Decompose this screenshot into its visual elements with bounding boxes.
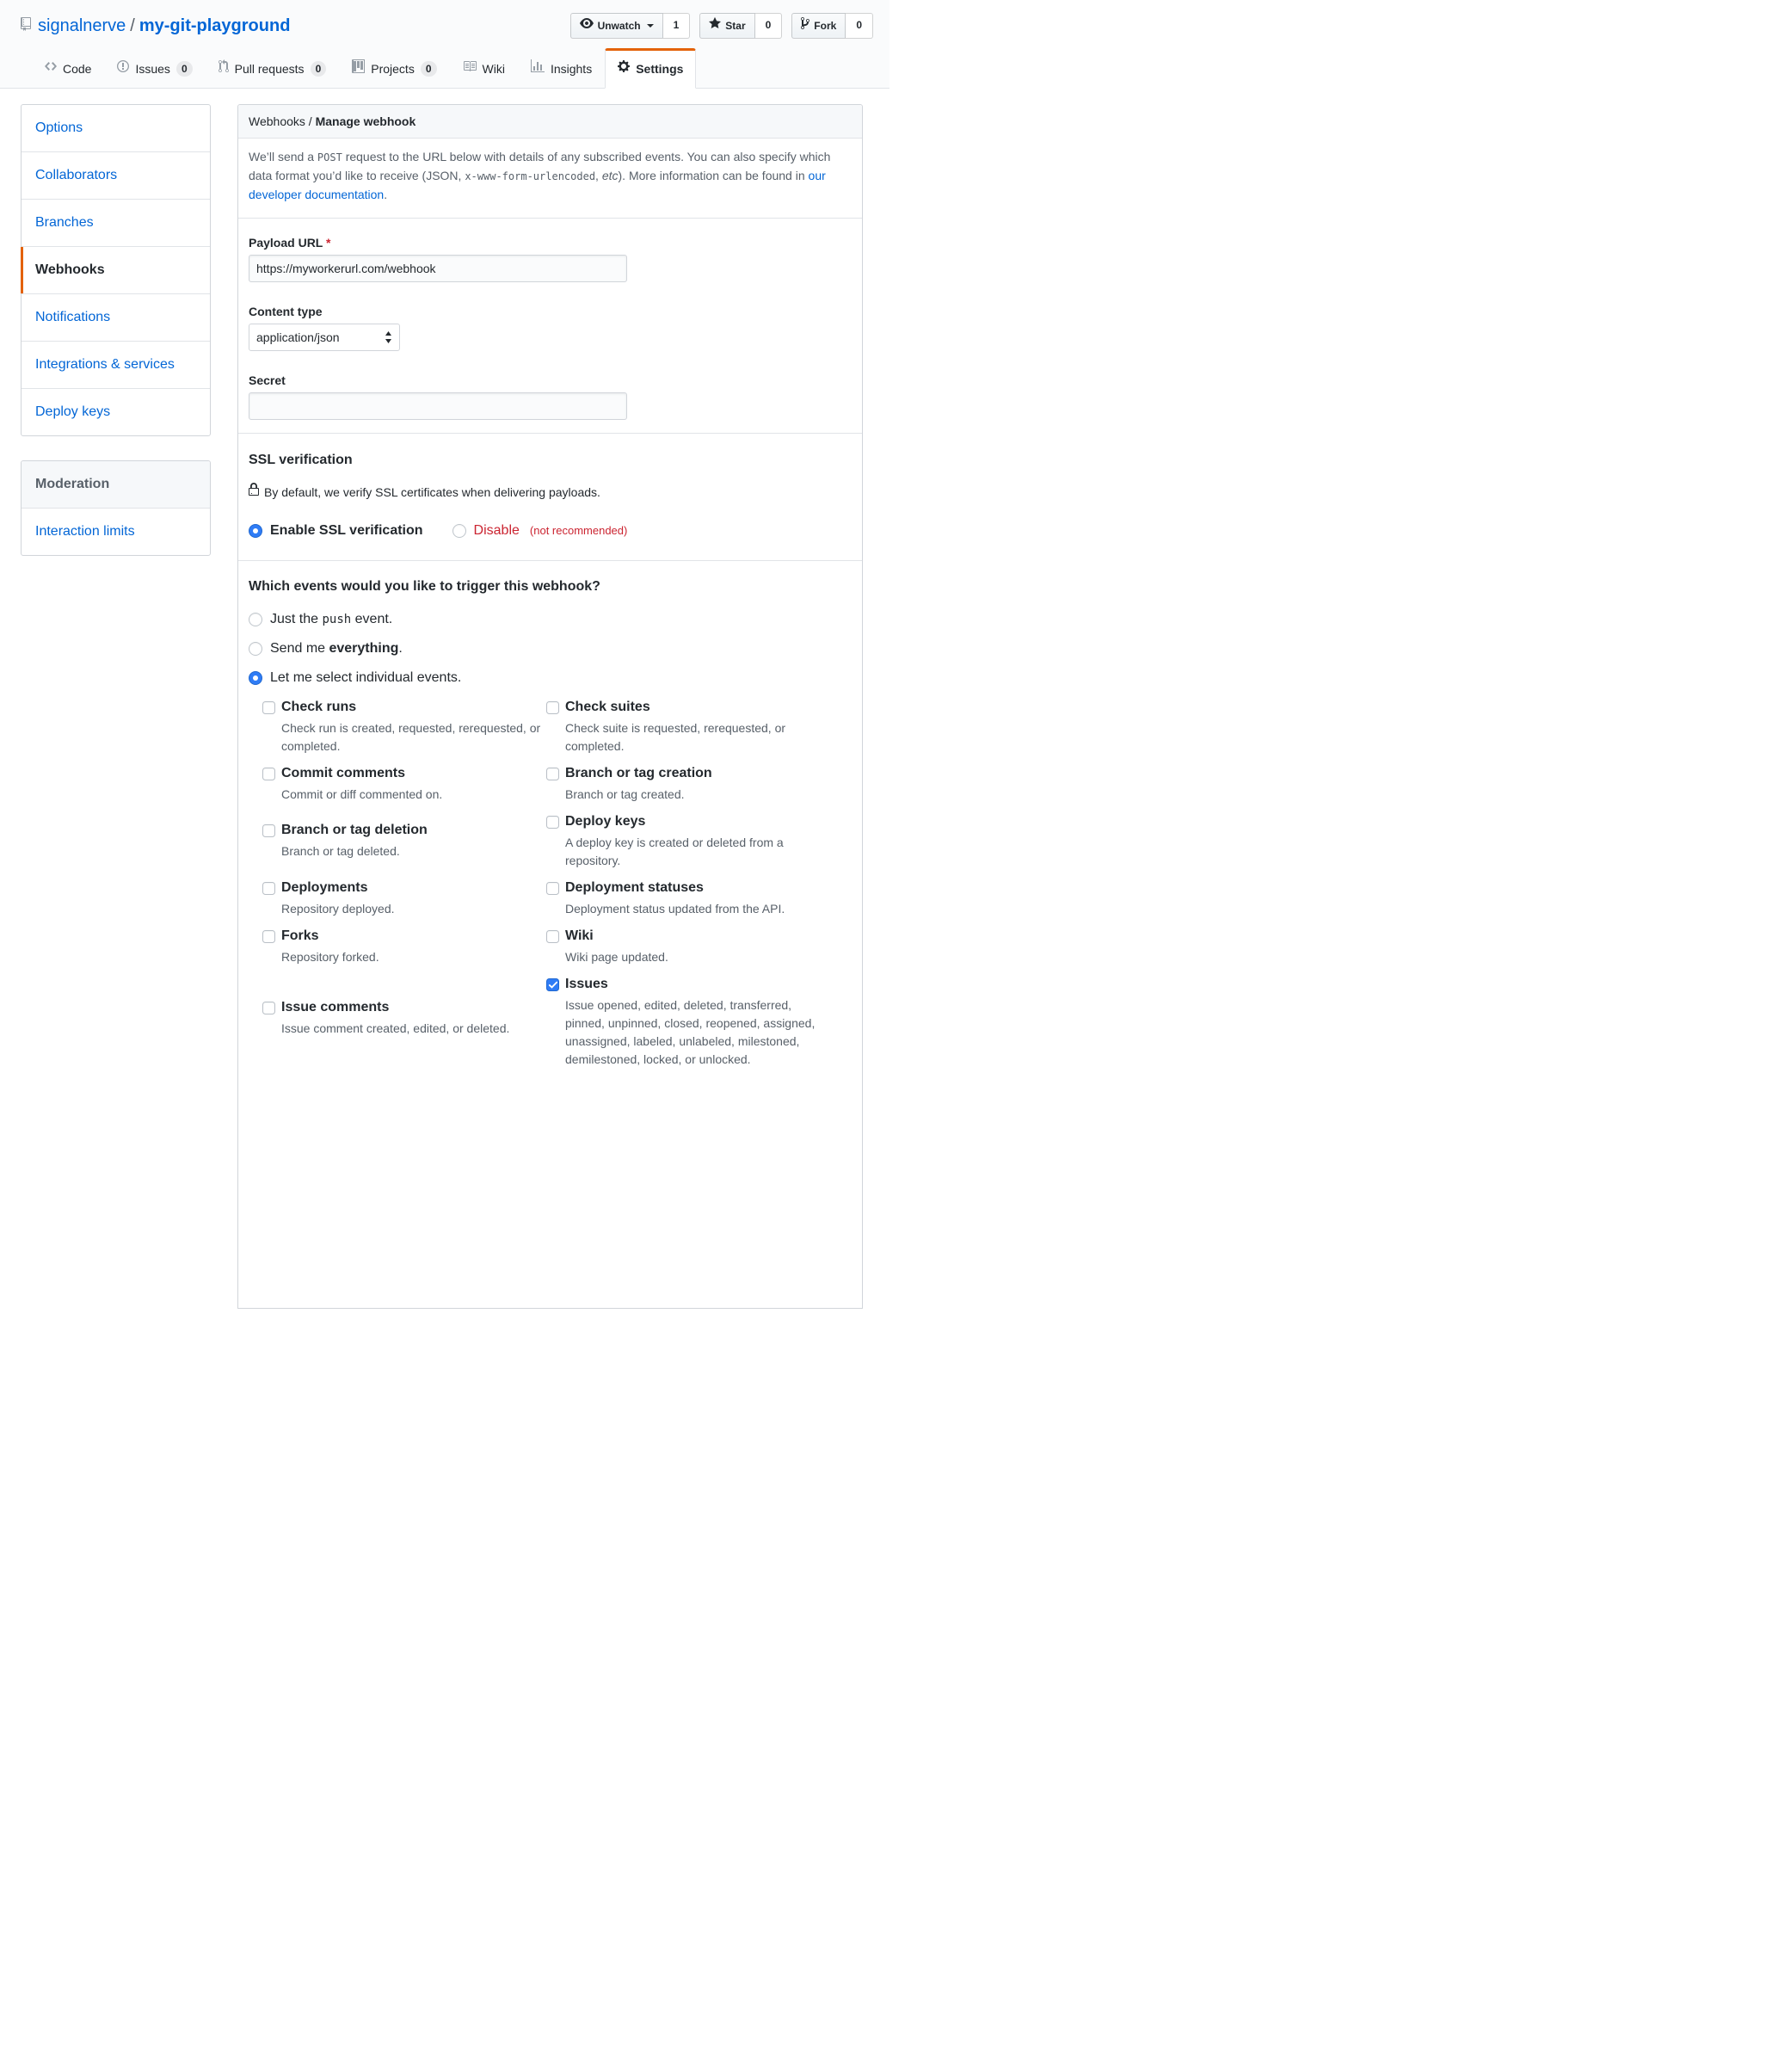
fork-label: Fork [814,20,837,32]
deploy-keys-title: Deploy keys [565,814,646,829]
forks-count[interactable]: 0 [846,13,873,39]
grid-row [262,763,852,804]
issues-title: Issues [565,977,608,991]
commit-comments-option[interactable] [262,763,529,784]
breadcrumb-current: Manage webhook [315,114,416,128]
payload-url-input[interactable] [249,255,627,282]
push-event-radio[interactable] [249,613,262,626]
event-check-suites [546,697,830,755]
deployment-statuses-desc: Deployment status updated from the API. [565,902,785,916]
everything-option-pre: Send me [270,641,329,656]
deploy-keys-option[interactable] [546,811,813,832]
sidebar-item-interaction-limits[interactable]: Interaction limits [35,524,135,539]
content-type-value: application/json [256,330,340,344]
gear-icon [618,59,630,77]
star-button[interactable] [699,13,754,39]
forks-desc: Repository forked. [281,950,379,964]
fork-button[interactable] [791,13,846,39]
star-label: Star [725,20,746,32]
sidebar-item-integrations[interactable]: Integrations & services [22,342,210,389]
event-branch-tag-deletion [262,820,546,870]
issues-counter: 0 [176,61,193,77]
check-suites-checkbox[interactable] [546,701,559,714]
deployments-desc: Repository deployed. [281,902,395,916]
tab-pull-requests-label: Pull requests [234,61,305,76]
breadcrumb [238,105,862,139]
deployment-statuses-checkbox[interactable] [546,882,559,895]
graph-icon [531,59,545,77]
push-option-label [270,609,392,630]
wiki-title: Wiki [565,928,594,943]
watch-group [570,13,691,39]
content-type-label: Content type [249,305,323,318]
deployments-checkbox[interactable] [262,882,275,895]
issue-comments-option[interactable] [262,997,529,1018]
wiki-desc: Wiki page updated. [565,950,668,964]
settings-menu [21,104,211,436]
breadcrumb-webhooks-link[interactable]: Webhooks [249,114,305,128]
intro-etc: etc [601,169,619,182]
payload-url-label-text: Payload URL [249,236,323,250]
settings-sidebar [21,104,211,556]
deployments-title: Deployments [281,880,368,895]
deploy-keys-desc: A deploy key is created or deleted from a repository. [565,836,784,867]
events-section [238,560,862,1111]
grid-row [262,811,852,870]
caret-down-icon [647,24,654,28]
event-issue-comments [262,997,546,1069]
issue-comments-title: Issue comments [281,1000,390,1014]
event-option-push[interactable] [249,609,852,630]
tab-code[interactable] [32,48,104,88]
sidebar-item-webhooks[interactable]: Webhooks [22,247,210,294]
everything-option-post: . [398,641,403,656]
deployment-statuses-title: Deployment statuses [565,880,704,895]
sidebar-item-options[interactable]: Options [22,105,210,152]
repo-nav [21,48,873,88]
sidebar-item-branches[interactable]: Branches [22,200,210,247]
everything-radio[interactable] [249,642,262,656]
webhook-intro [238,139,862,219]
developer-documentation-link[interactable]: our developer documentation [249,169,826,201]
projects-counter: 0 [421,61,437,77]
deploy-keys-checkbox[interactable] [546,816,559,829]
unwatch-label: Unwatch [597,20,641,32]
intro-text: , [595,169,602,182]
secret-input[interactable] [249,392,627,420]
git-pull-request-icon [219,59,229,77]
wiki-option[interactable] [546,926,813,947]
issue-comments-desc: Issue comment created, edited, or deleted. [281,1021,510,1035]
ssl-enable-label: Enable SSL verification [270,523,423,538]
push-option-post: event. [351,612,393,626]
event-deployments [262,878,546,918]
issue-opened-icon [117,59,129,77]
required-asterisk: * [326,236,331,250]
issue-comments-checkbox[interactable] [262,1002,275,1014]
ssl-enable-radio[interactable] [249,524,262,538]
sidebar-item-collaborators[interactable]: Collaborators [22,152,210,200]
tab-wiki-label: Wiki [482,61,505,76]
event-deploy-keys [546,811,830,870]
event-option-individual[interactable] [249,668,852,688]
issues-desc: Issue opened, edited, deleted, transferred, pinned, unpinned, closed, reopened, assigned, unassigned, labeled, unlabeled, milestoned, demilestoned, locked, or unlocked. [565,998,816,1066]
code-icon [45,59,57,77]
intro-code-urlencoded: x-www-form-urlencoded [465,170,596,182]
tab-pull-requests[interactable] [206,48,340,88]
everything-option-strong: everything [329,641,399,656]
branch-tag-creation-title: Branch or tag creation [565,766,712,780]
ssl-note [249,483,852,502]
secret-label: Secret [249,373,286,387]
select-arrows-icon [385,331,392,343]
deployment-statuses-option[interactable] [546,878,813,898]
events-question: Which events would you like to trigger this webhook? [249,579,600,594]
issues-checkbox[interactable] [546,978,559,991]
content-type-group [249,305,852,351]
fork-group [791,13,873,39]
book-icon [463,59,477,77]
forks-title: Forks [281,928,319,943]
grid-row [262,697,852,755]
branch-tag-deletion-checkbox[interactable] [262,824,275,837]
repo-separator: / [130,16,135,35]
payload-url-group [249,236,852,282]
tab-settings[interactable] [605,48,696,89]
ssl-note-text: By default, we verify SSL certificates when delivering payloads. [264,484,600,499]
wiki-checkbox[interactable] [546,930,559,943]
project-icon [352,59,365,77]
repo-forked-icon [801,16,809,35]
tab-settings-label: Settings [636,61,684,76]
branch-tag-creation-desc: Branch or tag created. [565,787,685,801]
grid-row [262,878,852,918]
forks-checkbox[interactable] [262,930,275,943]
ssl-disable-label: Disable [473,523,520,538]
page-header [0,0,890,89]
pull-requests-counter: 0 [311,61,327,77]
content-type-select[interactable] [249,324,400,351]
ssl-section [238,433,862,560]
branch-tag-deletion-desc: Branch or tag deleted. [281,844,400,858]
event-forks [262,926,546,966]
event-deployment-statuses [546,878,830,918]
repo-icon [21,13,31,39]
secret-group [249,373,852,420]
tab-projects-label: Projects [371,61,415,76]
grid-row [262,974,852,1069]
event-branch-tag-creation [546,763,830,804]
tab-issues-label: Issues [135,61,170,76]
check-runs-title: Check runs [281,700,357,714]
moderation-menu [21,460,211,556]
check-runs-option[interactable] [262,697,529,718]
check-suites-title: Check suites [565,700,650,714]
ssl-enable-option[interactable] [249,521,423,541]
star-icon [709,16,721,35]
individual-events-radio[interactable] [249,671,262,685]
webhook-form [238,219,862,433]
webhook-panel [237,104,863,1309]
tab-code-label: Code [63,61,92,76]
stars-count[interactable]: 0 [755,13,783,39]
push-option-pre: Just the [270,612,323,626]
branch-tag-deletion-title: Branch or tag deletion [281,823,428,837]
push-option-code: push [322,613,352,626]
event-commit-comments [262,763,546,804]
ssl-disable-option[interactable] [452,521,628,541]
branch-tag-deletion-option[interactable] [262,820,529,841]
intro-text: request to the URL below with details of any subscribed events. You can also specify which data format you’d like to receive (JSON, [249,150,831,182]
star-group [699,13,782,39]
sidebar-item-deploy-keys[interactable]: Deploy keys [35,404,111,419]
forks-option[interactable] [262,926,529,947]
branch-tag-creation-option[interactable] [546,763,813,784]
tab-projects[interactable] [339,48,449,88]
event-issues [546,974,830,1069]
repo-actions [570,13,873,39]
ssl-disable-radio[interactable] [452,524,466,538]
tab-insights-label: Insights [550,61,593,76]
breadcrumb-separator: / [305,114,316,128]
ssl-title: SSL verification [249,453,353,467]
ssl-disable-note: (not recommended) [529,524,628,537]
intro-text: ). More information can be found in [618,169,809,182]
repo-title [21,13,290,39]
tab-issues[interactable] [104,48,205,88]
repo-name-link[interactable]: my-git-playground [139,16,291,35]
check-runs-checkbox[interactable] [262,701,275,714]
everything-option-label [270,638,403,659]
event-option-everything[interactable] [249,638,852,659]
grid-row [262,926,852,966]
events-grid [262,697,852,1069]
check-suites-option[interactable] [546,697,813,718]
lock-icon [249,483,259,502]
settings-content [0,89,890,1066]
check-runs-desc: Check run is created, requested, rerequested, or completed. [281,721,541,753]
eye-icon [580,16,594,35]
tab-insights[interactable] [518,48,605,88]
event-check-runs [262,697,546,755]
intro-text: . [384,188,388,201]
branch-tag-creation-checkbox[interactable] [546,768,559,780]
unwatch-button[interactable] [570,13,663,39]
payload-url-label [249,236,852,250]
intro-code-post: POST [317,151,342,163]
commit-comments-title: Commit comments [281,766,406,780]
commit-comments-desc: Commit or diff commented on. [281,787,443,801]
issues-option[interactable] [546,974,813,995]
tab-wiki[interactable] [450,48,518,88]
individual-option-label: Let me select individual events. [270,670,462,685]
sidebar-item-notifications[interactable]: Notifications [22,294,210,342]
intro-text: We’ll send a [249,150,317,163]
repo-owner-link[interactable]: signalnerve [38,16,126,35]
watchers-count[interactable]: 1 [663,13,691,39]
check-suites-desc: Check suite is requested, rerequested, or completed. [565,721,786,753]
deployments-option[interactable] [262,878,529,898]
event-wiki [546,926,830,966]
moderation-heading: Moderation [22,461,210,509]
commit-comments-checkbox[interactable] [262,768,275,780]
